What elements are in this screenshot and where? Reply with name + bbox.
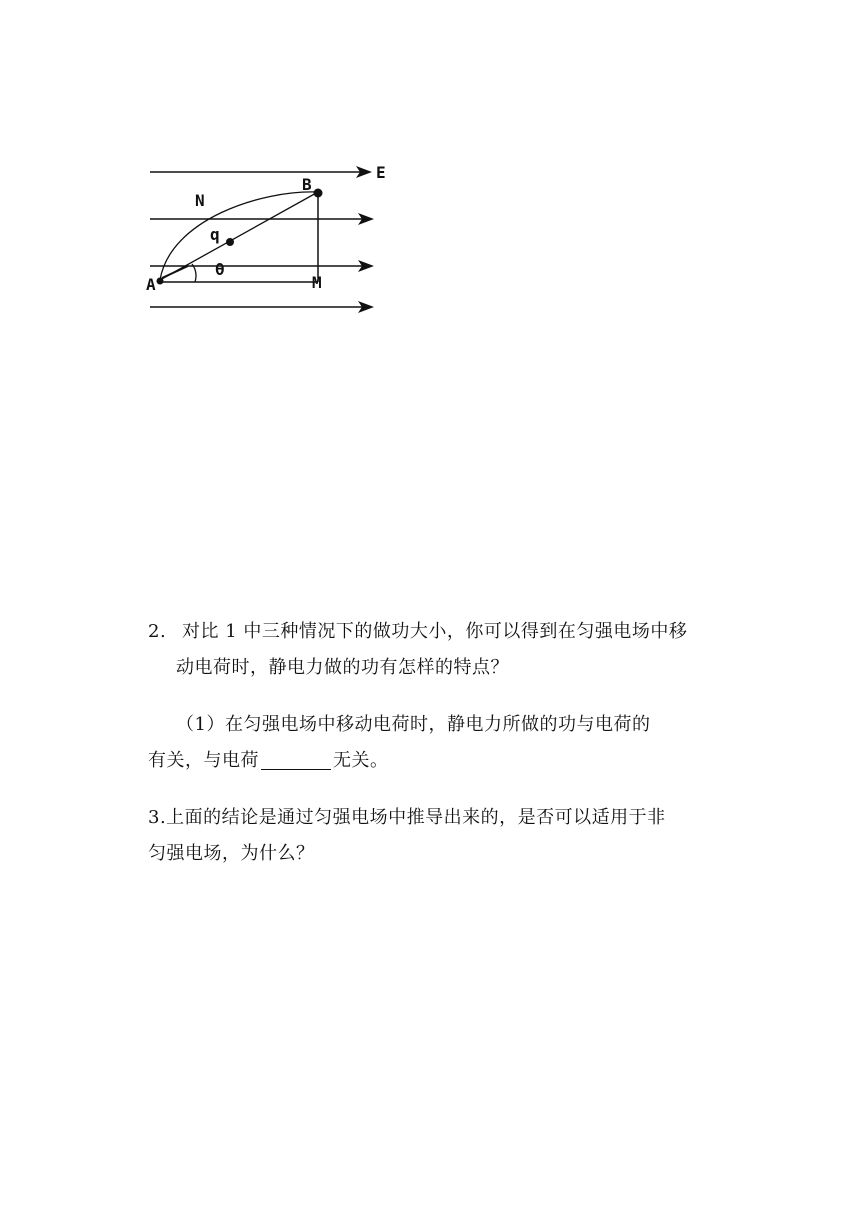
label-m: M <box>312 273 322 292</box>
question-2-line-2: 动电荷时，静电力做的功有怎样的特点？ <box>176 657 509 678</box>
label-n: N <box>195 191 205 210</box>
charge-q-dot <box>226 238 234 246</box>
arrowheads <box>356 166 374 313</box>
label-a: A <box>146 275 156 294</box>
fill-in-blank[interactable] <box>261 747 331 770</box>
point-a <box>157 278 164 285</box>
charge-arrow <box>162 266 188 278</box>
sub-question-1-text-b: 无关。 <box>333 750 389 771</box>
question-3-line-2: 匀强电场，为什么？ <box>148 843 315 864</box>
question-2-text-1: 对比 1 中三种情况下的做功大小，你可以得到在匀强电场中移 <box>182 621 688 642</box>
question-2 <box>148 614 728 686</box>
field-diagram-svg <box>140 150 400 330</box>
sub-question-1-text-a: 有关，与电荷 <box>148 750 259 771</box>
label-e: E <box>376 163 386 182</box>
label-q: q <box>210 225 220 244</box>
question-2-line-1 <box>148 614 728 650</box>
sub-question-1-line-2 <box>148 743 728 779</box>
electric-field-diagram <box>140 150 400 330</box>
question-3 <box>148 800 728 872</box>
sub-question-1-line-1: （1）在匀强电场中移动电荷时，静电力所做的功与电荷的 <box>176 714 651 735</box>
question-2-number: 2. <box>148 621 167 642</box>
label-b: B <box>302 175 312 194</box>
question-3-line-1: 3.上面的结论是通过匀强电场中推导出来的，是否可以适用于非 <box>148 807 666 828</box>
sub-question-1 <box>148 707 728 779</box>
field-lines <box>150 172 370 307</box>
point-b <box>314 189 323 198</box>
label-theta: θ <box>215 260 225 279</box>
